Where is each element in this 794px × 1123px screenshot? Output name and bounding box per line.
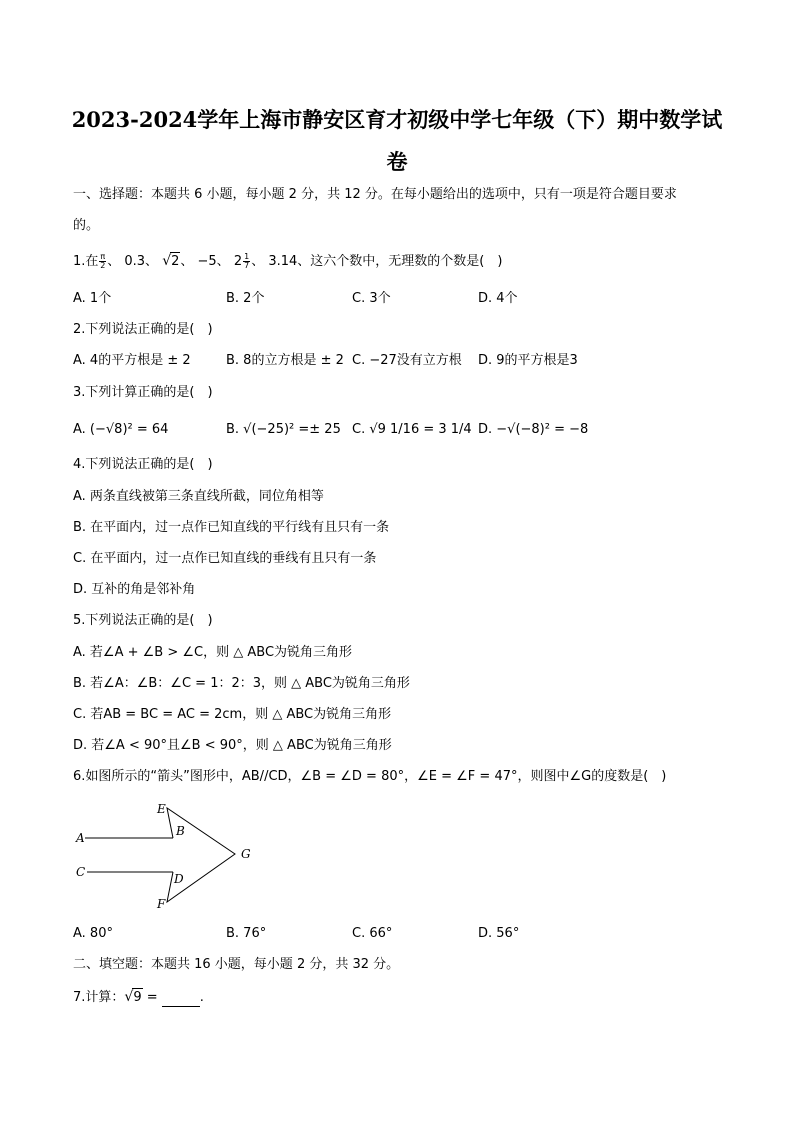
q1-mid1: 、 0.3、	[107, 254, 159, 269]
section2-heading: 二、填空题：本题共 16 小题，每小题 2 分，共 32 分。	[73, 957, 400, 972]
q6-option-d[interactable]: D. 56°	[478, 926, 520, 941]
q2-option-a[interactable]: A. 4的平方根是 ± 2	[73, 353, 191, 368]
q1-option-d[interactable]: D. 4个	[478, 291, 518, 306]
q7-prefix: 7.计算：	[73, 990, 125, 1005]
q6-option-c[interactable]: C. 66°	[352, 926, 393, 941]
q4-option-b[interactable]: B. 在平面内，过一点作已知直线的平行线有且只有一条	[73, 520, 390, 535]
q1-frac-den: 7	[244, 261, 250, 270]
q3-option-b[interactable]: B. √(−25)² =± 25	[226, 422, 341, 437]
label-d: D	[174, 872, 184, 886]
section1-heading-cont: 的。	[73, 218, 100, 233]
q1-suffix: 、 3.14、这六个数中，无理数的个数是( )	[251, 254, 503, 269]
q1-pi-den: 2	[100, 261, 106, 270]
arrow-figure	[70, 798, 270, 916]
q6-option-b[interactable]: B. 76°	[226, 926, 267, 941]
arrow-outline	[167, 808, 235, 902]
q2-stem: 2.下列说法正确的是( )	[73, 322, 213, 337]
q5-option-b[interactable]: B. 若∠A：∠B：∠C = 1：2：3，则 △ ABC为锐角三角形	[73, 676, 410, 691]
label-b: B	[176, 824, 185, 838]
q4-option-d[interactable]: D. 互补的角是邻补角	[73, 582, 196, 597]
q7-answer-blank[interactable]	[162, 993, 200, 1007]
q1-option-a[interactable]: A. 1个	[73, 291, 112, 306]
q6-option-a[interactable]: A. 80°	[73, 926, 113, 941]
q4-stem: 4.下列说法正确的是( )	[73, 457, 213, 472]
q3-option-c[interactable]: C. √9 1/16 = 3 1/4	[352, 422, 472, 437]
q3-option-d[interactable]: D. −√(−8)² = −8	[478, 422, 589, 437]
q1-mid2: 、 −5、 2	[180, 254, 243, 269]
q2-option-d[interactable]: D. 9的平方根是3	[478, 353, 578, 368]
page-title-line1: 2023-2024学年上海市静安区育才初级中学七年级（下）期中数学试	[71, 107, 723, 132]
q1-option-c[interactable]: C. 3个	[352, 291, 391, 306]
q3-option-a[interactable]: A. (−√8)² = 64	[73, 422, 169, 437]
q1-sqrt-value: 2	[171, 254, 180, 269]
label-g: G	[241, 847, 251, 861]
q5-option-c[interactable]: C. 若AB = BC = AC = 2cm，则 △ ABC为锐角三角形	[73, 707, 392, 722]
q7-sqrt-value: 9	[133, 990, 142, 1005]
q7-equals: =	[142, 990, 162, 1005]
q1-frac-num: 1	[244, 252, 250, 261]
label-e: E	[157, 802, 166, 816]
q1-pi-num: π	[100, 252, 106, 261]
q1-prefix: 1.在	[73, 254, 99, 269]
q1-mixed-fraction	[243, 253, 250, 270]
q4-option-c[interactable]: C. 在平面内，过一点作已知直线的垂线有且只有一条	[73, 551, 377, 566]
q5-option-d[interactable]: D. 若∠A < 90°且∠B < 90°，则 △ ABC为锐角三角形	[73, 738, 392, 753]
q6-stem: 6.如图所示的“箭头”图形中，AB//CD，∠B = ∠D = 80°，∠E = ∠F = 47°，则图中∠G的度数是( )	[73, 769, 667, 784]
label-c: C	[76, 865, 86, 879]
q3-stem: 3.下列计算正确的是( )	[73, 385, 213, 400]
q4-option-a[interactable]: A. 两条直线被第三条直线所截，同位角相等	[73, 489, 324, 504]
q7-end: .	[199, 990, 204, 1005]
q1-pi-fraction	[99, 253, 106, 270]
label-f: F	[157, 897, 166, 911]
q5-option-a[interactable]: A. 若∠A + ∠B > ∠C，则 △ ABC为锐角三角形	[73, 645, 353, 660]
q1-stem	[73, 252, 502, 271]
q7-stem	[73, 988, 204, 1007]
label-a: A	[76, 831, 85, 845]
q1-sqrt-sign: √	[162, 253, 172, 269]
section1-heading: 一、选择题：本题共 6 小题，每小题 2 分，共 12 分。在每小题给出的选项中，只有一项是符合题目要求	[73, 187, 677, 202]
q2-option-b[interactable]: B. 8的立方根是 ± 2	[226, 353, 344, 368]
q1-option-b[interactable]: B. 2个	[226, 291, 265, 306]
page-title-line2: 卷	[386, 149, 408, 174]
q7-sqrt-sign: √	[124, 989, 134, 1005]
q5-stem: 5.下列说法正确的是( )	[73, 613, 213, 628]
q2-option-c[interactable]: C. −27没有立方根	[352, 353, 462, 368]
